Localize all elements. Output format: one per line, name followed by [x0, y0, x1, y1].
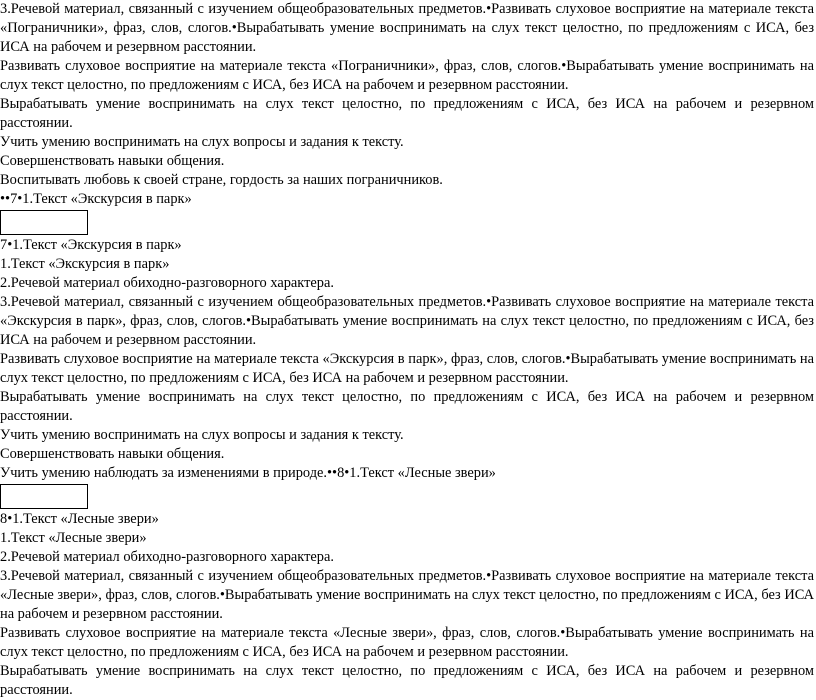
section-title: 7•1.Текст «Экскурсия в парк»	[0, 237, 182, 253]
paragraph: Совершенствовать навыки общения.	[0, 153, 225, 169]
paragraph: 3.Речевой материал, связанный с изучением общеобразовательных предметов.•Развивать слуховое восприятие на материале текста «Лесные звери», фраз, слов, слогов.•Вырабатывать умение воспринимать на слух текст целостно, по предложениям с ИСА, без ИСА на рабочем и резервном расстоянии.	[0, 568, 814, 622]
paragraph: 2.Речевой материал обиходно-разговорного характера.	[0, 549, 334, 565]
paragraph: Учить умению воспринимать на слух вопросы и задания к тексту.	[0, 427, 404, 443]
paragraph: Совершенствовать навыки общения.	[0, 446, 225, 462]
empty-frame	[0, 210, 88, 235]
paragraph: 2.Речевой материал обиходно-разговорного характера.	[0, 275, 334, 291]
paragraph: 1.Текст «Лесные звери»	[0, 530, 147, 546]
paragraph: Вырабатывать умение воспринимать на слух текст целостно, по предложениям с ИСА, без ИСА на рабочем и резервном расстоянии.	[0, 96, 814, 131]
paragraph: Вырабатывать умение воспринимать на слух текст целостно, по предложениям с ИСА, без ИСА на рабочем и резервном расстоянии.	[0, 663, 814, 698]
empty-frame	[0, 484, 88, 509]
section-heading: ••7•1.Текст «Экскурсия в парк»	[0, 191, 192, 207]
paragraph: 1.Текст «Экскурсия в парк»	[0, 256, 170, 272]
section-heading: Учить умению наблюдать за изменениями в природе.••8•1.Текст «Лесные звери»	[0, 465, 496, 481]
paragraph: Развивать слуховое восприятие на материале текста «Экскурсия в парк», фраз, слов, слогов.•Вырабатывать умение воспринимать на слух текст целостно, по предложениям с ИСА, без ИСА на рабочем и резервном расстоянии.	[0, 351, 814, 386]
paragraph: Развивать слуховое восприятие на материале текста «Пограничники», фраз, слов, слогов.•Вырабатывать умение воспринимать на слух текст целостно, по предложениям с ИСА, без ИСА на рабочем и резервном расстоянии.	[0, 58, 814, 93]
paragraph: 3.Речевой материал, связанный с изучением общеобразовательных предметов.•Развивать слуховое восприятие на материале текста «Экскурсия в парк», фраз, слов, слогов.•Вырабатывать умение воспринимать на слух текст целостно, по предложениям с ИСА, без ИСА на рабочем и резервном расстоянии.	[0, 294, 814, 348]
paragraph: Вырабатывать умение воспринимать на слух текст целостно, по предложениям с ИСА, без ИСА на рабочем и резервном расстоянии.	[0, 389, 814, 424]
paragraph: 3.Речевой материал, связанный с изучением общеобразовательных предметов.•Развивать слуховое восприятие на материале текста «Пограничники», фраз, слов, слогов.•Вырабатывать умение воспринимать на слух текст целостно, по предложениям с ИСА, без ИСА на рабочем и резервном расстоянии.	[0, 1, 814, 55]
paragraph: Развивать слуховое восприятие на материале текста «Лесные звери», фраз, слов, слогов.•Вырабатывать умение воспринимать на слух текст целостно, по предложениям с ИСА, без ИСА на рабочем и резервном расстоянии.	[0, 625, 814, 660]
paragraph: Учить умению воспринимать на слух вопросы и задания к тексту.	[0, 134, 404, 150]
paragraph: Воспитывать любовь к своей стране, гордость за наших пограничников.	[0, 172, 443, 188]
section-title: 8•1.Текст «Лесные звери»	[0, 511, 159, 527]
